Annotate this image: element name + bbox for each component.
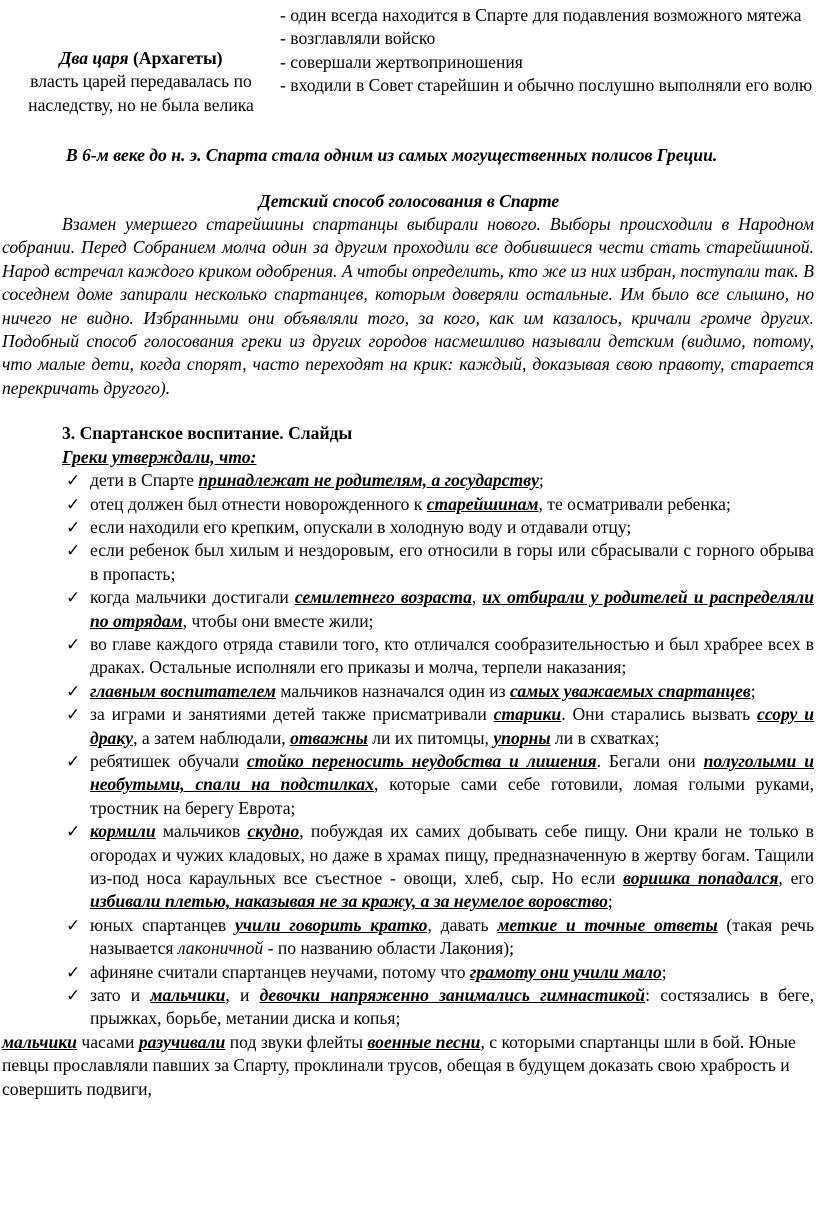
emphasis-text: их отбирали у родителей и распределяли по отрядам bbox=[90, 587, 814, 631]
text-run: , чтобы они вместе жили; bbox=[182, 610, 374, 631]
checkmark-icon: ✓ bbox=[66, 705, 81, 725]
kings-table bbox=[2, 4, 816, 117]
list-item bbox=[2, 516, 814, 539]
kings-title-italic: Два царя bbox=[59, 48, 129, 68]
list-item bbox=[2, 539, 814, 586]
emphasis-text: воришка попадался bbox=[623, 868, 779, 888]
text-run: во главе каждого отряда ставили того, кто отличался сообразительностью и был храбрее всех в драках. Остальные исполняли его приказы и молча, терпели наказания; bbox=[90, 633, 814, 678]
text-run: ли в схватках; bbox=[550, 727, 660, 748]
text-run: , и bbox=[225, 985, 260, 1006]
text-run: отец должен был отнести новорожденного к bbox=[90, 493, 427, 514]
emphasis-text: мальчики bbox=[150, 985, 226, 1006]
text-run: юных спартанцев bbox=[90, 914, 235, 935]
checkmark-icon: ✓ bbox=[66, 962, 81, 982]
checkmark-icon: ✓ bbox=[66, 681, 81, 701]
text-run: мальчиков назначался один из bbox=[275, 680, 511, 701]
checkmark-icon: ✓ bbox=[66, 822, 81, 842]
emphasis-text: учили говорить кратко bbox=[234, 914, 428, 935]
text-run: . Бегали они bbox=[596, 750, 704, 771]
list-item bbox=[2, 493, 814, 516]
text-run: если ребенок был хилым и нездоровым, его относили в горы или сбрасывали с горного обрыва в пропасть; bbox=[90, 540, 814, 584]
emphasis-text: главным воспитателем bbox=[90, 680, 276, 701]
document-page bbox=[0, 4, 816, 1209]
emphasis-text: старики bbox=[493, 704, 562, 725]
text-run: ; bbox=[750, 680, 756, 701]
list-item bbox=[2, 750, 814, 820]
kings-title-rest: (Архагеты) bbox=[128, 48, 223, 68]
list-item bbox=[2, 680, 814, 703]
text-run: под звуки флейты bbox=[225, 1031, 368, 1052]
text-run: афиняне считали спартанцев неучами, потому что bbox=[90, 961, 470, 982]
sparta-statement: В 6-м веке до н. э. Спарта стала одним из самых могущественных полисов Греции. bbox=[66, 145, 718, 166]
text-run: часами bbox=[76, 1031, 139, 1052]
list-item bbox=[2, 469, 814, 492]
voting-title: Детский способ голосования в Спарте bbox=[258, 190, 560, 211]
text-run: когда мальчики достигали bbox=[90, 587, 295, 608]
kings-duty: - совершали жертвоприношения bbox=[280, 51, 523, 72]
checkmark-icon: ✓ bbox=[66, 986, 81, 1006]
text-run: , давать bbox=[427, 914, 498, 935]
section3-title: 3. Спартанское воспитание. Слайды bbox=[62, 423, 353, 444]
text-run: , его bbox=[778, 868, 814, 888]
text-run: мальчиков bbox=[155, 821, 248, 842]
text-run: ; bbox=[661, 961, 667, 982]
text-run: - по названию области Лакония); bbox=[263, 938, 514, 959]
kings-title bbox=[2, 47, 280, 70]
list-item bbox=[2, 820, 814, 914]
emphasis-text: девочки напряженно занимались гимнастикой bbox=[259, 985, 646, 1006]
final-paragraph bbox=[2, 1031, 816, 1101]
text-run: зато и bbox=[90, 985, 151, 1006]
text-run: ; bbox=[607, 891, 613, 912]
text-run: дети в Спарте bbox=[90, 470, 199, 491]
emphasis-text: военные песни bbox=[367, 1031, 481, 1052]
text-run: , bbox=[471, 587, 483, 608]
emphasis-text: самых уважаемых спартанцев bbox=[510, 680, 751, 701]
list-item bbox=[2, 914, 814, 961]
emphasis-text: старейшинам bbox=[426, 493, 539, 514]
text-run: . Они старались вызвать bbox=[561, 704, 758, 725]
list-item bbox=[2, 633, 814, 680]
emphasis-text: мальчики bbox=[2, 1031, 77, 1052]
emphasis-text: меткие и точные ответы bbox=[497, 914, 718, 935]
emphasis-text: семилетнего возраста bbox=[294, 587, 472, 608]
list-item bbox=[2, 703, 814, 750]
emphasis-text: ссору и драку bbox=[90, 704, 814, 748]
text-run: , побуждая их самих добывать себе пищу. Они крали не только в огородах и чужих кладовых, но даже в храмах пищу, предназначенную в жертву богам. Тащили из-под носа караульных все съестное - овощи, хлеб, сыр. Но если bbox=[90, 821, 814, 888]
emphasis-text: отважны bbox=[290, 727, 368, 748]
section3-subtitle: Греки утверждали, что: bbox=[62, 446, 257, 467]
emphasis-text: скудно bbox=[247, 821, 300, 842]
kings-cell-right bbox=[280, 4, 816, 117]
emphasis-text: кормили bbox=[90, 821, 156, 842]
list-item bbox=[2, 984, 814, 1031]
text-run: ли их питомцы, bbox=[367, 727, 494, 748]
checkmark-icon: ✓ bbox=[66, 751, 81, 771]
emphasis-text: избивали плетью, наказывая не за кражу, а за неумелое воровство bbox=[90, 891, 608, 912]
emphasis-text: упорны bbox=[493, 727, 551, 748]
education-list bbox=[2, 469, 816, 1031]
text-run: за играми и занятиями детей также присматривали bbox=[90, 704, 494, 725]
kings-duty: - один всегда находится в Спарте для подавления возможного мятежа bbox=[280, 5, 802, 25]
list-item bbox=[2, 586, 814, 633]
text-run: , а затем наблюдали, bbox=[133, 727, 291, 748]
checkmark-icon: ✓ bbox=[66, 471, 81, 491]
checkmark-icon: ✓ bbox=[66, 517, 81, 537]
text-run: если находили его крепким, опускали в холодную воду и отдавали отцу; bbox=[90, 516, 632, 537]
checkmark-icon: ✓ bbox=[66, 634, 81, 654]
voting-text: Взамен умершего старейшины спартанцы выбирали нового. Выборы происходили в Народном собрании. Перед Собранием молча один за другим проходили все добившиеся чести стать старейшиной. Народ встречал каждого криком одобрения. А чтобы определить, кто же из них избран, поступали так. В соседнем доме запирали несколько спартанцев, которым доверяли остальные. Им было все слышно, но ничего не видно. Избранными они объявляли того, за кого, как им казалось, кричали громче других. Подобный способ голосования греки из других городов насмешливо называли детским (видимо, потому, что малые дети, когда спорят, часто переходят на крик: каждый, доказывая свою правоту, старается перекричать другого). bbox=[2, 214, 814, 398]
emphasis-text: стойко переносить неудобства и лишения bbox=[246, 750, 597, 771]
checkmark-icon: ✓ bbox=[66, 494, 81, 514]
text-run: ребятишек обучали bbox=[90, 750, 247, 771]
text-run: , те осматривали ребенка; bbox=[538, 493, 731, 514]
checkmark-icon: ✓ bbox=[66, 541, 81, 561]
emphasis-text: принадлежат не родителям, а государству bbox=[198, 470, 539, 491]
checkmark-icon: ✓ bbox=[66, 588, 81, 608]
kings-description: власть царей передавалась по наследству, но не была велика bbox=[28, 71, 254, 115]
text-run: (такая речь называется bbox=[90, 914, 814, 959]
emphasis-text: полуголыми и необутыми, спали на подстилках bbox=[90, 750, 815, 795]
emphasis-text: разучивали bbox=[138, 1031, 226, 1052]
text-run: ; bbox=[538, 470, 544, 491]
kings-duty: - возглавляли войско bbox=[280, 28, 436, 49]
emphasis-text: лаконичной bbox=[177, 938, 264, 959]
text-run: , которые сами себе готовили, ломая голыми руками, тростник на берегу Еврота; bbox=[90, 774, 814, 818]
list-item bbox=[2, 961, 814, 984]
kings-cell-left bbox=[2, 4, 280, 117]
text-run: , с которыми спартанцы шли в бой. Юные певцы прославляли павших за Спарту, проклинали трусов, обещая в будущем доказать свою храбрость и совершить подвиги, bbox=[2, 1031, 796, 1099]
text-run: : состязались в беге, прыжках, борьбе, метании диска и копья; bbox=[90, 985, 814, 1029]
checkmark-icon: ✓ bbox=[66, 915, 81, 935]
emphasis-text: грамоту они учили мало bbox=[469, 961, 662, 982]
kings-duty: - входили в Совет старейшин и обычно послушно выполняли его волю bbox=[280, 75, 813, 96]
